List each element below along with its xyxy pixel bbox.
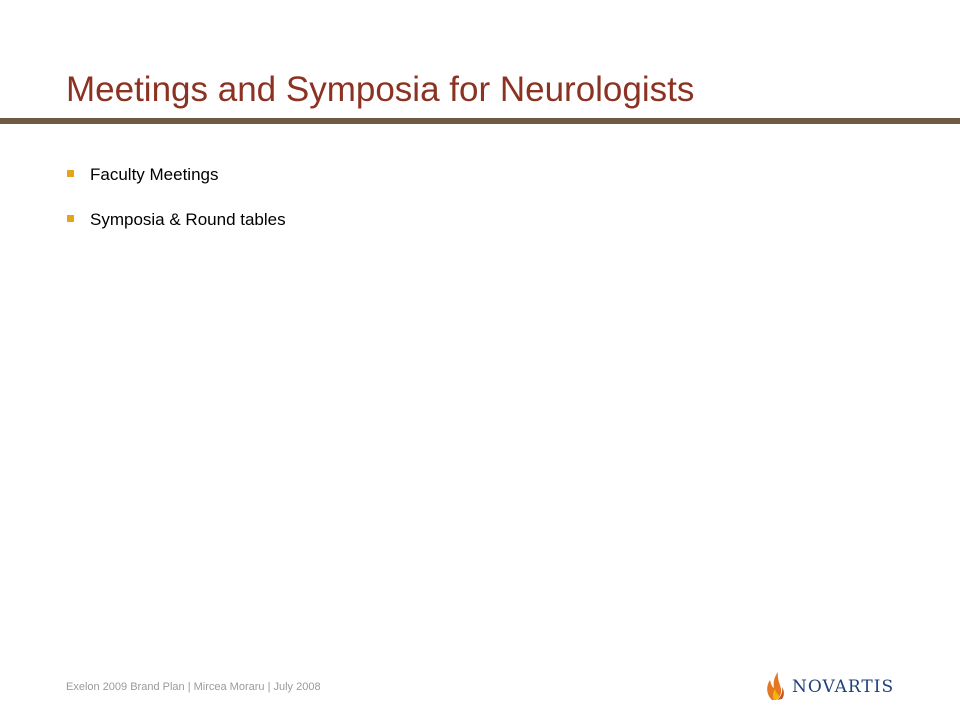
novartis-wordmark: NOVARTIS bbox=[792, 677, 895, 697]
slide-title: Meetings and Symposia for Neurologists bbox=[66, 70, 695, 109]
footer-text: Exelon 2009 Brand Plan | Mircea Moraru | July 2008 bbox=[66, 681, 321, 693]
bullet-text: Faculty Meetings bbox=[90, 165, 219, 184]
novartis-flame-icon bbox=[764, 670, 786, 702]
square-bullet-icon bbox=[67, 215, 74, 222]
novartis-logo bbox=[764, 670, 904, 702]
square-bullet-icon bbox=[67, 170, 74, 177]
title-divider bbox=[0, 118, 960, 124]
bullet-text: Symposia & Round tables bbox=[90, 210, 286, 229]
